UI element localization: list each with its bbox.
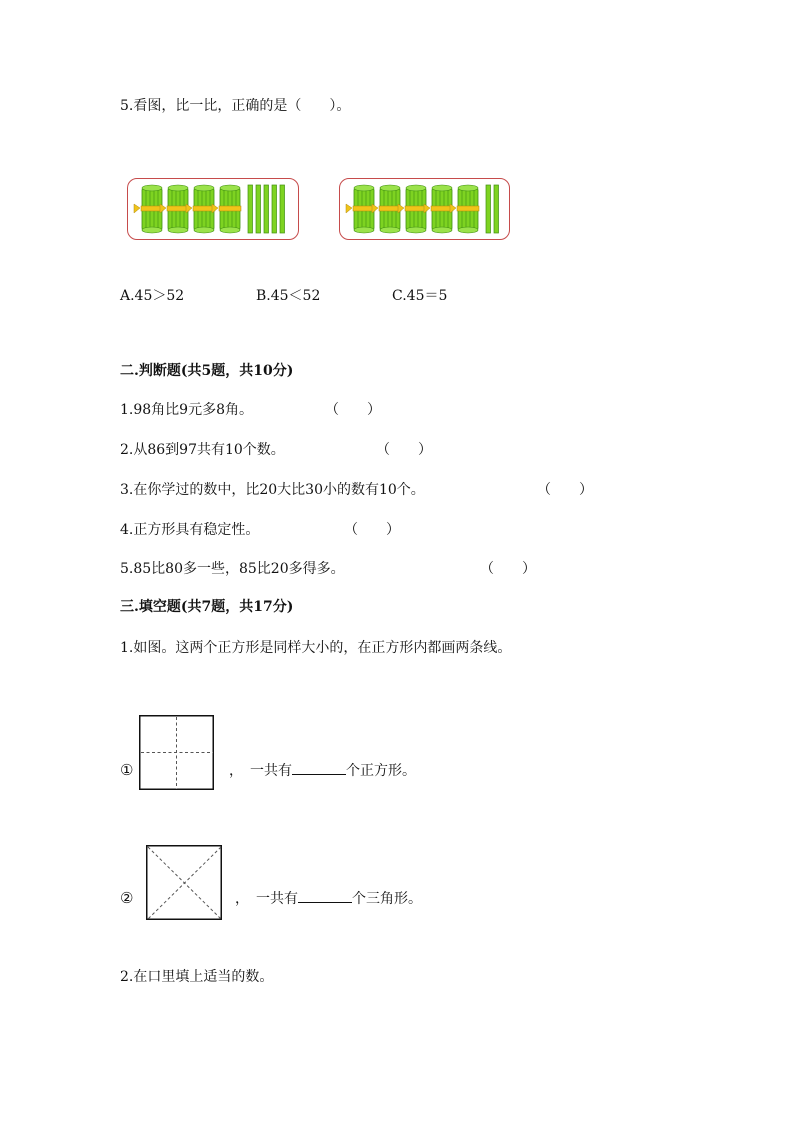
left-single-stick-5 <box>280 185 285 233</box>
fill-question-2: 2.在口里填上适当的数。 <box>120 969 274 985</box>
figure-2-suffix: 个三角形。 <box>352 891 422 907</box>
section-judge-heading: 二.判断题(共5题，共10分) <box>120 363 294 379</box>
right-stick-bundle-4 <box>424 185 453 233</box>
left-single-stick-2 <box>256 185 261 233</box>
figure-1-prefix: ， 一共有 <box>229 763 292 779</box>
left-stick-bundle-4 <box>212 185 241 233</box>
figure-1-sentence <box>229 760 416 781</box>
left-stick-group <box>127 178 299 240</box>
left-single-stick-4 <box>272 185 277 233</box>
judge-answer-1[interactable]: （ ） <box>325 402 381 418</box>
square-figure-diagonals <box>146 845 223 921</box>
figure-1-suffix: 个正方形。 <box>346 763 416 779</box>
judge-answer-3[interactable]: （ ） <box>537 482 593 498</box>
option-a[interactable]: A.45＞52 <box>120 288 185 304</box>
judge-item-4: 4.正方形具有稳定性。 <box>120 522 260 538</box>
judge-item-5: 5.85比80多一些，85比20多得多。 <box>120 561 345 577</box>
figure-2-answer-blank[interactable] <box>298 888 352 903</box>
right-stick-bundle-2 <box>372 185 401 233</box>
right-stick-bundle-1 <box>346 185 375 233</box>
left-stick-bundle-3 <box>186 185 215 233</box>
option-b[interactable]: B.45＜52 <box>256 288 321 304</box>
right-stick-group <box>339 178 510 240</box>
figure-2-prefix: ， 一共有 <box>235 891 298 907</box>
figure-2-marker: ② <box>120 889 134 907</box>
square-figure-cross <box>139 715 215 791</box>
judge-answer-5[interactable]: （ ） <box>480 561 536 577</box>
left-stick-bundle-2 <box>160 185 189 233</box>
judge-item-3: 3.在你学过的数中，比20大比30小的数有10个。 <box>120 482 425 498</box>
left-stick-bundle-1 <box>134 185 163 233</box>
figure-1-answer-blank[interactable] <box>292 760 346 775</box>
section-fill-heading: 三.填空题(共7题，共17分) <box>120 599 294 615</box>
left-single-stick-3 <box>264 185 269 233</box>
judge-item-2: 2.从86到97共有10个数。 <box>120 442 285 458</box>
sticks-illustration-left <box>128 179 298 239</box>
question-5-stem: 5.看图，比一比，正确的是（ ）。 <box>120 98 351 114</box>
left-single-stick-1 <box>248 185 253 233</box>
right-stick-bundle-3 <box>398 185 427 233</box>
judge-answer-2[interactable]: （ ） <box>376 442 432 458</box>
sticks-illustration-right <box>340 179 509 239</box>
judge-item-1: 1.98角比9元多8角。 <box>120 402 253 418</box>
option-c[interactable]: C.45＝5 <box>392 288 448 304</box>
right-single-stick-2 <box>494 185 499 233</box>
fill-question-1: 1.如图。这两个正方形是同样大小的，在正方形内都画两条线。 <box>120 640 512 656</box>
right-stick-bundle-5 <box>450 185 479 233</box>
right-single-stick-1 <box>486 185 491 233</box>
judge-answer-4[interactable]: （ ） <box>344 522 400 538</box>
figure-2-sentence <box>235 888 422 909</box>
figure-1-marker: ① <box>120 761 134 779</box>
